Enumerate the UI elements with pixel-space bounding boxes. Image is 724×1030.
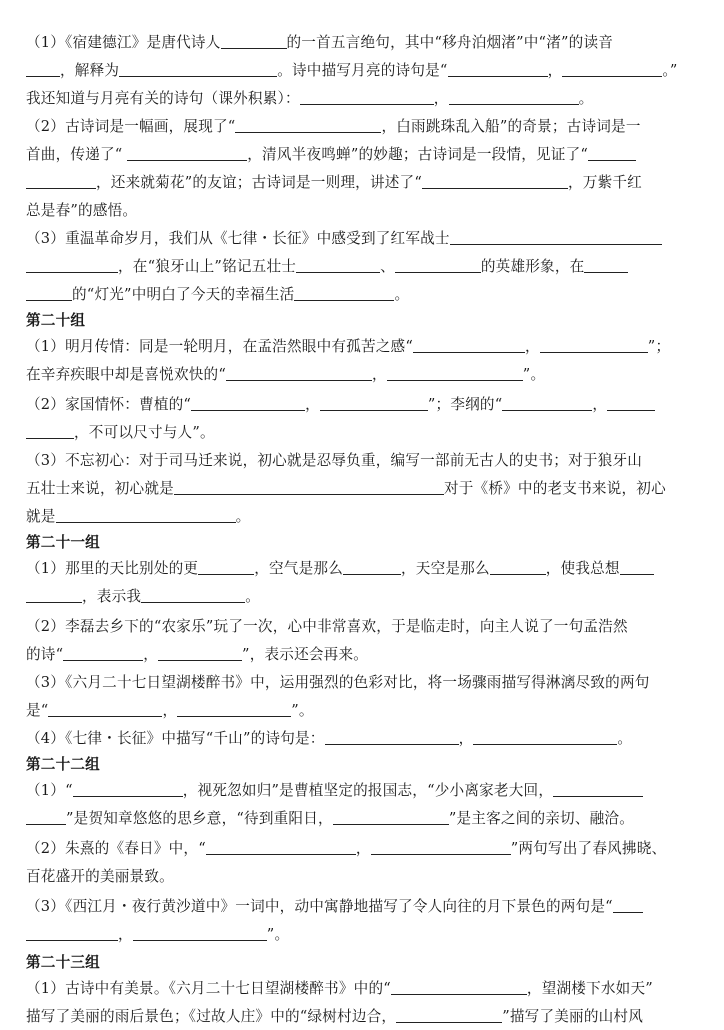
text-line [26,1004,643,1030]
fill-in-blank[interactable] [48,700,162,717]
line-text: 。诗中描写月亮的诗句是“ [277,62,448,79]
text-line [26,504,250,530]
fill-in-blank[interactable] [221,32,287,49]
fill-in-blank[interactable] [26,586,82,603]
line-text: 描写了美丽的雨后景色；《过故人庄》中的“绿树村边合， [26,1008,397,1025]
line-text: 的一首五言绝句，其中“移舟泊烟渚”中“渚”的读音 [286,34,614,51]
line-text: ”。 [522,366,546,383]
line-text: （4）《七律・长征》中描写“千山”的诗句是： [26,730,325,747]
line-text: ”是贺知章悠悠的思乡意，“待到重阳日， [66,810,333,827]
fill-in-blank[interactable] [325,728,459,745]
line-text: ”是主客之间的亲切、融洽。 [448,810,635,827]
fill-in-blank[interactable] [177,700,291,717]
fill-in-blank[interactable] [613,896,643,913]
fill-in-blank[interactable] [607,394,655,411]
line-text: ，在“狼牙山上”铭记五壮士 [118,258,297,275]
fill-in-blank[interactable] [191,394,305,411]
text-line [26,806,634,832]
line-text: （2）家国情怀：曹植的“ [26,396,192,413]
fill-in-blank[interactable] [450,228,662,245]
text-line [26,142,636,168]
text-line [26,584,260,610]
line-text: ，望湖楼下水如天” [526,980,653,997]
line-text: （1）古诗中有美景。《六月二十七日望湖楼醉书》中的“ [26,980,391,997]
text-line [26,362,545,388]
text-line [26,198,137,224]
text-line [26,976,653,1002]
line-text: ，不可以尺寸与人”。 [74,424,215,441]
line-text: ，白雨跳珠乱入船”的奇景；古诗词是一 [381,118,641,135]
fill-in-blank[interactable] [294,284,394,301]
fill-in-blank[interactable] [343,558,401,575]
fill-in-blank[interactable] [26,172,96,189]
text-line [26,836,666,862]
line-text: （2）古诗词是一幅画，展现了“ [26,118,236,135]
text-line [26,670,650,696]
text-line [26,864,174,890]
line-text: 的“灯光”中明白了今天的幸福生活 [72,286,295,303]
fill-in-blank[interactable] [333,808,449,825]
fill-in-blank[interactable] [174,478,444,495]
line-text: 。 [394,286,410,303]
fill-in-blank[interactable] [26,422,74,439]
line-text: ”描写了美丽的山村风 [502,1008,644,1025]
fill-in-blank[interactable] [448,60,548,77]
line-text: ，万紫千红 [568,174,642,191]
text-line [26,30,613,56]
fill-in-blank[interactable] [26,808,66,825]
section-heading [26,752,100,778]
fill-in-blank[interactable] [127,144,247,161]
fill-in-blank[interactable] [296,256,380,273]
text-line [26,726,632,752]
fill-in-blank[interactable] [371,838,511,855]
line-text: ， [305,396,320,413]
text-line [26,282,409,308]
line-text: （3）不忘初心：对于司马迁来说，初心就是忍辱负重，编写一部前无古人的史书；对于狼牙山 [26,452,643,469]
fill-in-blank[interactable] [584,256,628,273]
line-text: ， [547,62,563,79]
text-line [26,170,642,196]
fill-in-blank[interactable] [620,558,654,575]
fill-in-blank[interactable] [540,336,648,353]
line-text: ， [162,702,178,719]
fill-in-blank[interactable] [158,644,242,661]
fill-in-blank[interactable] [141,586,245,603]
text-line [26,556,654,582]
line-text: 百花盛开的美丽景致。 [26,868,174,885]
line-text: （3）《西江月・夜行黄沙道中》一词中，动中寓静地描写了令人向往的月下景色的两句是“ [26,898,613,915]
line-text: 。 [578,90,594,107]
fill-in-blank[interactable] [473,728,617,745]
fill-in-blank[interactable] [198,558,254,575]
fill-in-blank[interactable] [26,924,118,941]
fill-in-blank[interactable] [56,506,236,523]
line-text: ，空气是那么 [254,560,343,577]
line-text: 五壮士来说，初心就是 [26,480,174,497]
line-text: ， [525,338,540,355]
fill-in-blank[interactable] [395,256,481,273]
fill-in-blank[interactable] [553,780,643,797]
line-text: ， [433,90,449,107]
line-text: ”。 [266,926,290,943]
line-text: ”。 [291,702,314,719]
fill-in-blank[interactable] [206,838,356,855]
text-line [26,392,655,418]
text-line [26,614,628,640]
fill-in-blank[interactable] [422,172,568,189]
text-line [26,334,670,360]
line-text: 。 [245,588,260,605]
line-text: ， [143,646,159,663]
line-text: ，还来就菊花”的友谊；古诗词是一则理，讲述了“ [96,174,422,191]
fill-in-blank[interactable] [226,364,372,381]
text-line [26,698,314,724]
text-line [26,778,643,804]
line-text: （2）李磊去乡下的“农家乐”玩了一次，心中非常喜欢，于是临走时，向主人说了一句孟浩然 [26,618,628,635]
line-text: （1）“ [26,782,73,799]
line-text: 我还知道与月亮有关的诗句（课外积累）： [26,90,300,107]
line-text: ，解释为 [60,62,120,79]
line-text: 、 [380,258,395,275]
line-text: （1）明月传情：同是一轮明月，在孟浩然眼中有孤苦之感“ [26,338,413,355]
line-text: ，天空是那么 [400,560,490,577]
line-text: 。” [662,62,678,79]
line-text: 的诗“ [26,646,64,663]
line-text: ， [371,366,387,383]
line-text: ，使我总想 [545,560,620,577]
line-text: 第二十组 [26,312,86,329]
line-text: ”； [647,338,671,355]
line-text: 总是春”的感悟。 [26,202,138,219]
line-text: （1）《宿建德江》是唐代诗人 [26,34,221,51]
fill-in-blank[interactable] [119,60,277,77]
text-line [26,58,678,84]
text-line [26,894,643,920]
line-text: 是“ [26,702,49,719]
fill-in-blank[interactable] [133,924,267,941]
fill-in-blank[interactable] [391,978,527,995]
line-text: （3）重温革命岁月，我们从《七律・长征》中感受到了红军战士 [26,230,450,247]
line-text: 的英雄形象，在 [480,258,585,275]
section-heading [26,308,85,334]
fill-in-blank[interactable] [413,336,525,353]
line-text: ，清风半夜鸣蝉”的妙趣；古诗词是一段情，见证了“ [247,146,589,163]
fill-in-blank[interactable] [63,644,143,661]
text-line [26,226,662,252]
line-text: 对于《桥》中的老支书来说，初心 [443,480,666,497]
line-text: （3）《六月二十七日望湖楼醉书》中，运用强烈的色彩对比，将一场骤雨描写得淋漓尽致的两句 [26,674,650,691]
line-text: （2）朱熹的《春日》中，“ [26,840,206,857]
line-text: ，表示我 [82,588,142,605]
line-text: ， [118,926,133,943]
line-text: ， [592,396,608,413]
fill-in-blank[interactable] [387,364,523,381]
text-line [26,642,368,668]
text-line [26,922,289,948]
section-heading [26,530,100,556]
line-text: 第二十二组 [26,756,100,773]
line-text: ”，表示还会再来。 [242,646,369,663]
text-line [26,476,666,502]
fill-in-blank[interactable] [300,88,434,105]
line-text: 在辛弃疾眼中却是喜悦欢快的“ [26,366,226,383]
text-line [26,114,641,140]
line-text: 首曲，传递了“ [26,146,128,163]
fill-in-blank[interactable] [502,394,592,411]
fill-in-blank[interactable] [449,88,579,105]
text-line [26,254,628,280]
fill-in-blank[interactable] [26,256,118,273]
fill-in-blank[interactable] [235,116,381,133]
fill-in-blank[interactable] [73,780,183,797]
fill-in-blank[interactable] [562,60,662,77]
text-line [26,448,642,474]
line-text: 第二十三组 [26,954,100,971]
fill-in-blank[interactable] [588,144,636,161]
fill-in-blank[interactable] [26,284,72,301]
line-text: 就是 [26,508,56,525]
line-text: ”；李纲的“ [427,396,503,413]
fill-in-blank[interactable] [26,60,60,77]
fill-in-blank[interactable] [396,1006,502,1023]
line-text: ”两句写出了春风拂晓、 [510,840,667,857]
line-text: 。 [617,730,633,747]
line-text: 第二十一组 [26,534,100,551]
section-heading [26,950,100,976]
fill-in-blank[interactable] [490,558,546,575]
line-text: ，视死忽如归”是曹植坚定的报国志，“少小离家老大回， [182,782,554,799]
fill-in-blank[interactable] [320,394,428,411]
text-line [26,420,215,446]
line-text: ， [355,840,371,857]
line-text: ， [458,730,474,747]
line-text: 。 [235,508,251,525]
text-line [26,86,593,112]
line-text: （1）那里的天比别处的更 [26,560,199,577]
